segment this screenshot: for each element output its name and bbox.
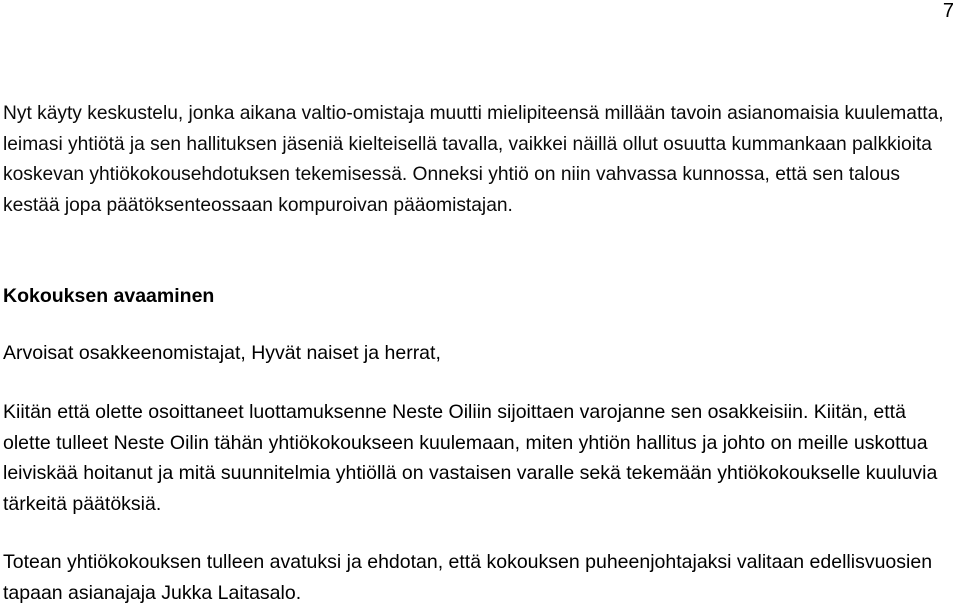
page-number: 7 bbox=[942, 0, 954, 22]
body-paragraph: Kiitän että olette osoittaneet luottamuksenne Neste Oiliin sijoittaen varojanne sen osakkeisiin. Kiitän, että olette tulleet Neste Oilin tähän yhtiökokoukseen kuulemaan, miten yhtiön hallitus ja johto on meille uskottua leiviskää hoitanut ja mitä suunnitelmia yhtiöllä on vastaisen varalle sekä tekemään yhtiökokoukselle kuuluvia tärkeitä päätöksiä. bbox=[3, 401, 938, 515]
intro-paragraph: Nyt käyty keskustelu, jonka aikana valtio-omistaja muutti mielipiteensä millään tavoin asianomaisia kuulematta, leimasi yhtiötä ja sen hallituksen jäseniä kielteisellä tavalla, vaikkei näillä ollut osuutta kummankaan palkkioita koskevan yhtiökokousehdotuksen tekemisessä. Onneksi yhtiö on niin vahvassa kunnossa, että sen talous kestää jopa päätöksenteossaan kompuroivan pääomistajan. bbox=[3, 103, 944, 216]
section-heading: Kokouksen avaaminen bbox=[3, 285, 215, 307]
body-paragraph: Totean yhtiökokouksen tulleen avatuksi ja ehdotan, että kokouksen puheenjohtajaksi valitaan edellisvuosien tapaan asianajaja Jukka Laitasalo. bbox=[3, 551, 933, 604]
salutation: Arvoisat osakkeenomistajat, Hyvät naiset ja herrat, bbox=[3, 342, 441, 364]
